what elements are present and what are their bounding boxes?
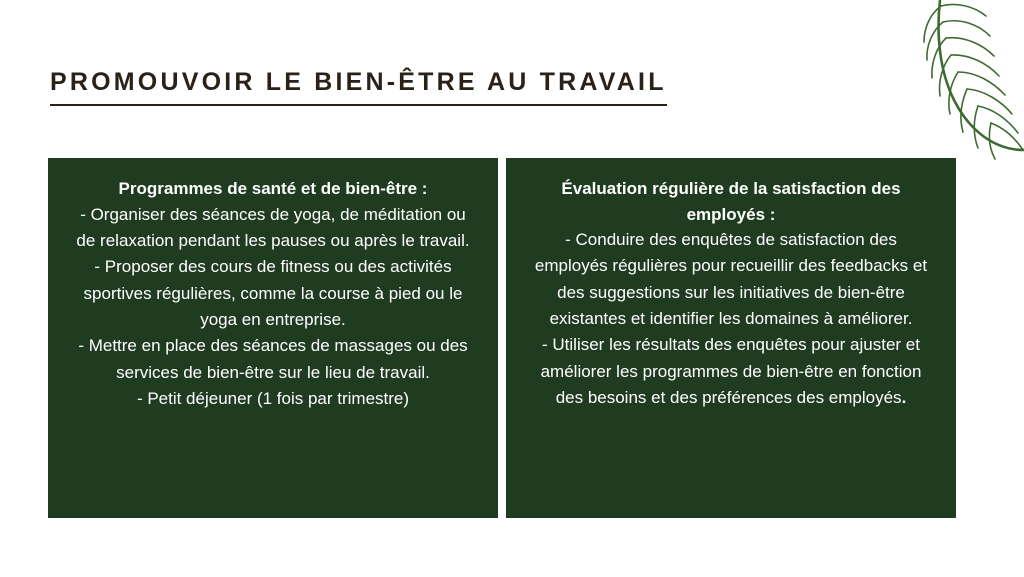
content-cards [48,158,956,518]
palm-leaf-decoration [874,0,1024,160]
card-line: - Petit déjeuner (1 fois par trimestre) [136,388,410,408]
card-line: - Mettre en place des séances de massages ou des services de bien-être sur le lieu de travail. [78,336,468,382]
card-heading: Évaluation régulière de la satisfaction des employés : [561,179,901,224]
card-line-trailing-bold: . [901,388,907,408]
palm-leaf-icon [874,0,1024,160]
card-line: - Proposer des cours de fitness ou des activités sportives régulières, comme la course à pied ou le yoga en entreprise. [83,257,463,329]
card-line: - Organiser des séances de yoga, de méditation ou de relaxation pendant les pauses ou après le travail. [76,204,470,250]
card-line [528,332,934,411]
card-heading: Programmes de santé et de bien-être : [118,179,428,198]
card-evaluation-satisfaction [506,158,956,518]
card-programmes-sante [48,158,498,518]
card-line-text: - Utiliser les résultats des enquêtes pour ajuster et améliorer les programmes de bien-être en fonction des besoins et des préférences des employés [540,335,922,408]
card-line: - Conduire des enquêtes de satisfaction des employés régulières pour recueillir des feedbacks et des suggestions sur les initiatives de bien-être existantes et identifier les domaines à améliorer. [534,230,928,329]
page-title: PROMOUVOIR LE BIEN-ÊTRE AU TRAVAIL [50,68,667,106]
